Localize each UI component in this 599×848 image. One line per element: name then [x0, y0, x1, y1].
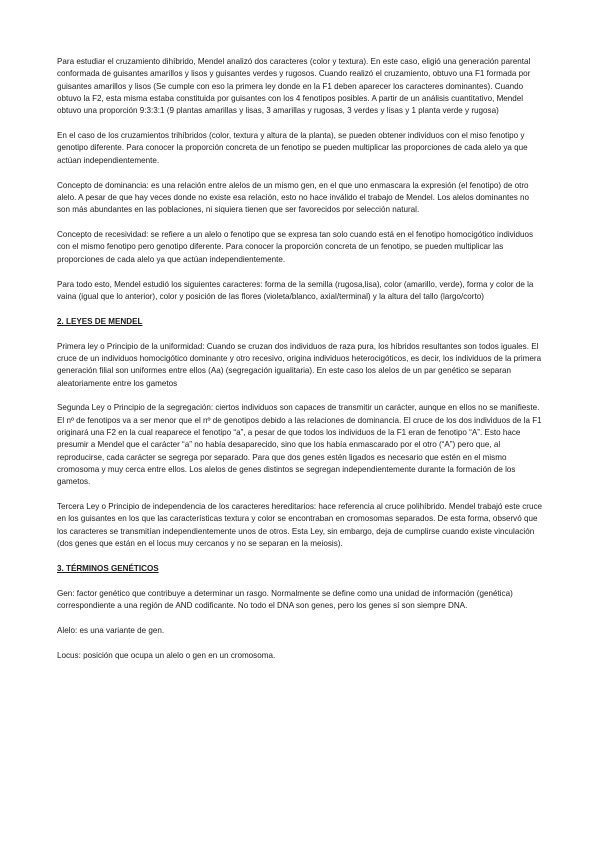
paragraph-allele-definition: Alelo: es una variante de gen.	[57, 625, 165, 635]
paragraph-trihybrid-cross: En el caso de los cruzamientos trihíbridos (color, textura y altura de la planta), se pueden obtener individuos con el miso fenotipo y genotipo diferente. Para conocer la proporción concreta de un fenotipo se pueden multiplicar las proporciones de cada alelo ya que actúan independientemente.	[57, 131, 528, 165]
paragraph-gap	[57, 550, 543, 563]
section-heading-mendel-laws: 2. LEYES DE MENDEL	[57, 316, 143, 326]
paragraph-gap	[57, 488, 543, 501]
paragraph-locus-definition: Locus: posición que ocupa un alelo o gen en un cromosoma.	[57, 650, 276, 660]
paragraph-gap	[57, 303, 543, 316]
paragraph-gap	[57, 117, 543, 130]
paragraph-gap	[57, 266, 543, 279]
paragraph-gap	[57, 575, 543, 588]
paragraph-dominance: Concepto de dominancia: es una relación entre alelos de un mismo gen, en el que uno enmascara la expresión (el fenotipo) de otro alelo. A pesar de que hay veces donde no existe esa relación, esto no hace inválido el trabajo de Mendel. Los alelos dominantes no son más abundantes en las poblaciones, ni siquiera tienen que ser favorecidos por selección natural.	[57, 180, 530, 215]
paragraph-characters-studied: Para todo esto, Mendel estudió los siguientes caracteres: forma de la semilla (rugosa,lisa), color (amarillo, verde), forma y color de la vaina (igual que lo anterior), color y posición de las flores (violeta/blanco, axial/terminal) y la altura del tallo (largo/corto)	[57, 279, 534, 301]
paragraph-gap	[57, 167, 543, 180]
document-page	[57, 56, 543, 662]
paragraph-gap	[57, 328, 543, 341]
paragraph-recessiveness: Concepto de recesividad: se refiere a un alelo o fenotipo que se expresa tan solo cuando está en el fenotipo homocigótico individuos con el mismo fenotipo pero genotipo diferente. Para conocer la proporción concreta de un fenotipo, se pueden multiplicar las proporciones de cada alelo ya que actúan independientemente.	[57, 230, 534, 264]
paragraph-gap	[57, 390, 543, 403]
paragraph-gap	[57, 637, 543, 650]
paragraph-gene-definition: Gen: factor genético que contribuye a determinar un rasgo. Normalmente se define como una unidad de información (genética) correspondiente a una región de AND codificante. No todo el DNA son genes, pero los genes sí son siempre DNA.	[57, 588, 513, 611]
paragraph-first-law: Primera ley o Principio de la uniformidad: Cuando se cruzan dos individuos de raza pura, los híbridos resultantes son todos iguales. El cruce de un individuos homocigótico dominante y otro recesivo, origina individuos heterocigóticos, es decir, los individuos de la primera generación filial son uniformes entre ellos (Aa) (segregación igualitaria). En este caso los alelos de un par genético se separan aleatoriamente entre los gametos	[57, 341, 542, 388]
section-heading-genetic-terms: 3. TÉRMINOS GENÉTICOS	[57, 563, 159, 573]
paragraph-second-law: Segunda Ley o Principio de la segregación: ciertos individuos son capaces de transmitir un carácter, aunque en ellos no se manifieste. El nº de fenotipos va a ser menor que el nº de genotipos debido a las relaciones de dominancia. El cruce de los dos individuos de la F1 originará una F2 en la cual reaparece el fenotipo “a”, a pesar de que todos los individuos de la F1 eran de fenotipo “A”. Esto hace presumir a Mendel que el carácter “a” no había desaparecido, sino que los había enmascarado por el otro (“A”) pero que, al reproducirse, cada carácter se segrega por separado. Para que dos genes estén ligados es necesario que estén en el mismo cromosoma y muy cerca entre ellos. Los alelos de genes distintos se segregan independientemente durante la formación de los gametos.	[57, 403, 542, 487]
paragraph-gap	[57, 216, 543, 229]
paragraph-dihybrid-cross: Para estudiar el cruzamiento dihíbrido, Mendel analizó dos caracteres (color y textura). En este caso, eligió una generación parental conformada de guisantes amarillos y lisos y guisantes verdes y rugosos. Cuando realizó el cruzamiento, obtuvo una F1 formada por guisantes amarillos y lisos (Se cumple con eso la primera ley donde en la F1 deben aparecer los caracteres dominantes). Cuando obtuvo la F2, esta misma estaba constituida por guisantes con los 4 fenotipos posibles. A partir de un análisis cuantitativo, Mendel obtuvo una proporción 9:3:3:1 (9 plantas amarillas y lisas, 3 amarillas y rugosas, 3 verdes y lisas y 1 planta verde y rugosa)	[57, 57, 531, 116]
paragraph-gap	[57, 612, 543, 625]
paragraph-third-law: Tercera Ley o Principio de independencia de los caracteres hereditarios: hace referencia al cruce polihíbrido. Mendel trabajó este cruce en los guisantes en los que las características textura y color se encontraban en cromosomas separados. De esta forma, observó que los caracteres se transmitían independientemente unos de otros. Esta Ley, sin embargo, deja de cumplirse cuando existe vinculación (dos genes que están en el locus muy cercanos y no se separan en la meiosis).	[57, 502, 542, 548]
